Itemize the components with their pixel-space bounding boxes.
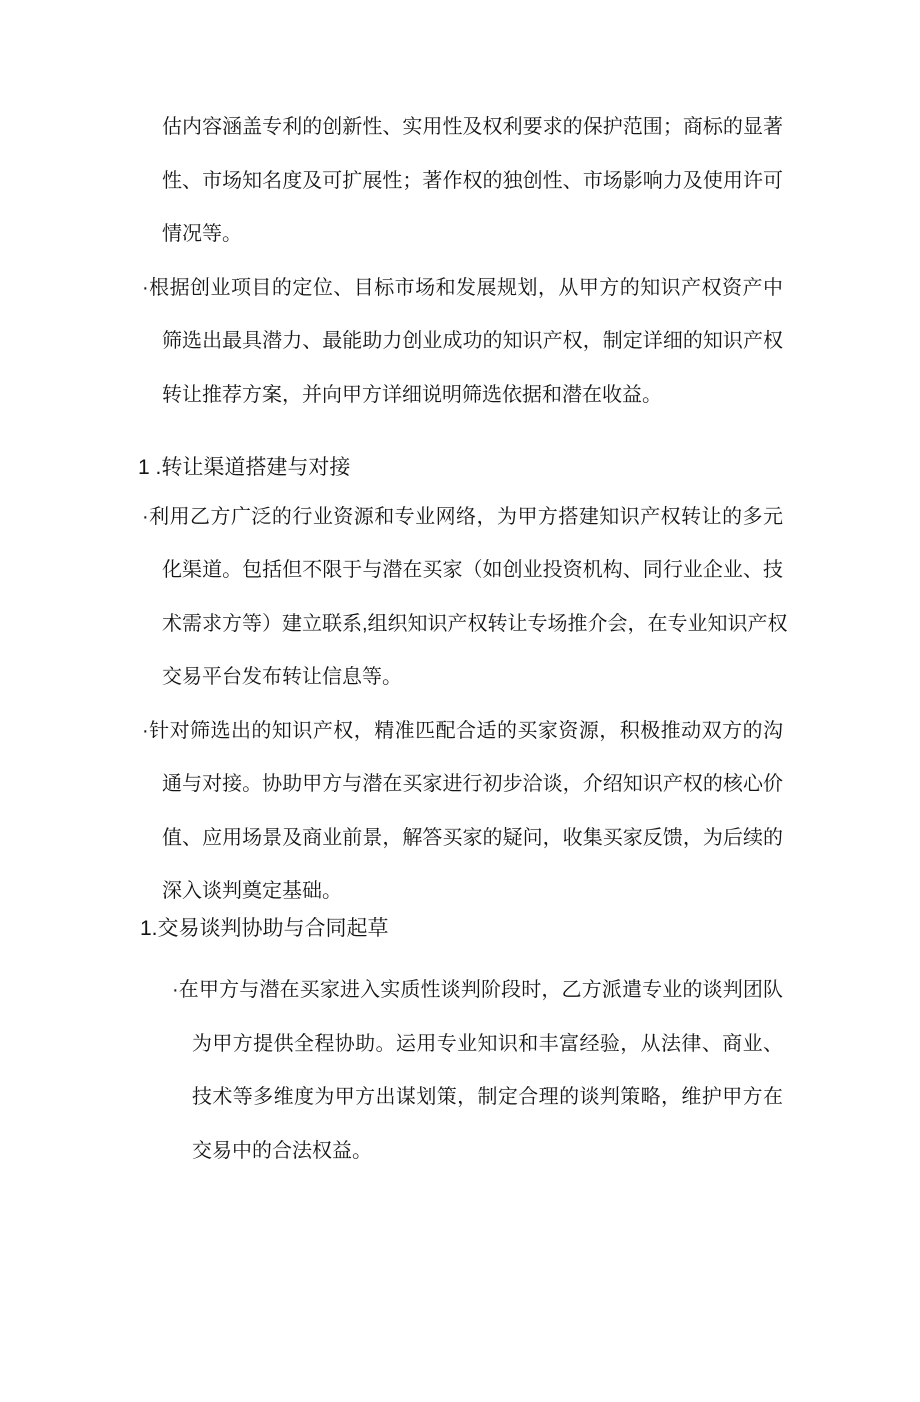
document-page — [0, 101, 920, 1402]
bullet-line: ·针对筛选出的知识产权，精准匹配合适的买家资源，积极推动双方的沟 — [142, 719, 783, 742]
text-line: 交易平台发布转让信息等。 — [162, 666, 402, 688]
bullet-line: ·根据创业项目的定位、目标市场和发展规划，从甲方的知识产权资产中 — [142, 276, 783, 299]
text-line: 性、市场知名度及可扩展性；著作权的独创性、市场影响力及使用许可 — [162, 169, 783, 192]
bullet-line: ·在甲方与潜在买家进入实质性谈判阶段时，乙方派遣专业的谈判团队 — [172, 979, 783, 1001]
text-line: 为甲方提供全程协助。运用专业知识和丰富经验，从法律、商业、 — [192, 1032, 783, 1055]
text-line: 深入谈判奠定基础。 — [162, 880, 342, 902]
bullet-line: ·利用乙方广泛的行业资源和专业网络，为甲方搭建知识产权转让的多元 — [142, 505, 783, 528]
text-line: 化渠道。包括但不限于与潜在买家（如创业投资机构、同行业企业、技 — [162, 559, 783, 581]
text-line: 估内容涵盖专利的创新性、实用性及权利要求的保护范围；商标的显著 — [162, 116, 783, 138]
text-line: 转让推荐方案，并向甲方详细说明筛选依据和潜在收益。 — [162, 383, 662, 406]
text-line: 情况等。 — [162, 223, 242, 245]
text-line: 术需求方等）建立联系,组织知识产权转让专场推介会，在专业知识产权 — [162, 612, 788, 635]
text-line: 技术等多维度为甲方出谋划策，制定合理的谈判策略，维护甲方在 — [192, 1086, 783, 1108]
text-line: 交易中的合法权益。 — [192, 1139, 372, 1162]
text-line: 通与对接。协助甲方与潜在买家进行初步洽谈，介绍知识产权的核心价 — [162, 773, 783, 795]
text-line: 值、应用场景及商业前景，解答买家的疑问，收集买家反馈，为后续的 — [162, 826, 783, 849]
text-line: 筛选出最具潜力、最能助力创业成功的知识产权，制定详细的知识产权 — [162, 330, 783, 352]
heading-text: 1.交易谈判协助与合同起草 — [140, 916, 389, 940]
heading-text: 1 .转让渠道搭建与对接 — [138, 456, 351, 479]
